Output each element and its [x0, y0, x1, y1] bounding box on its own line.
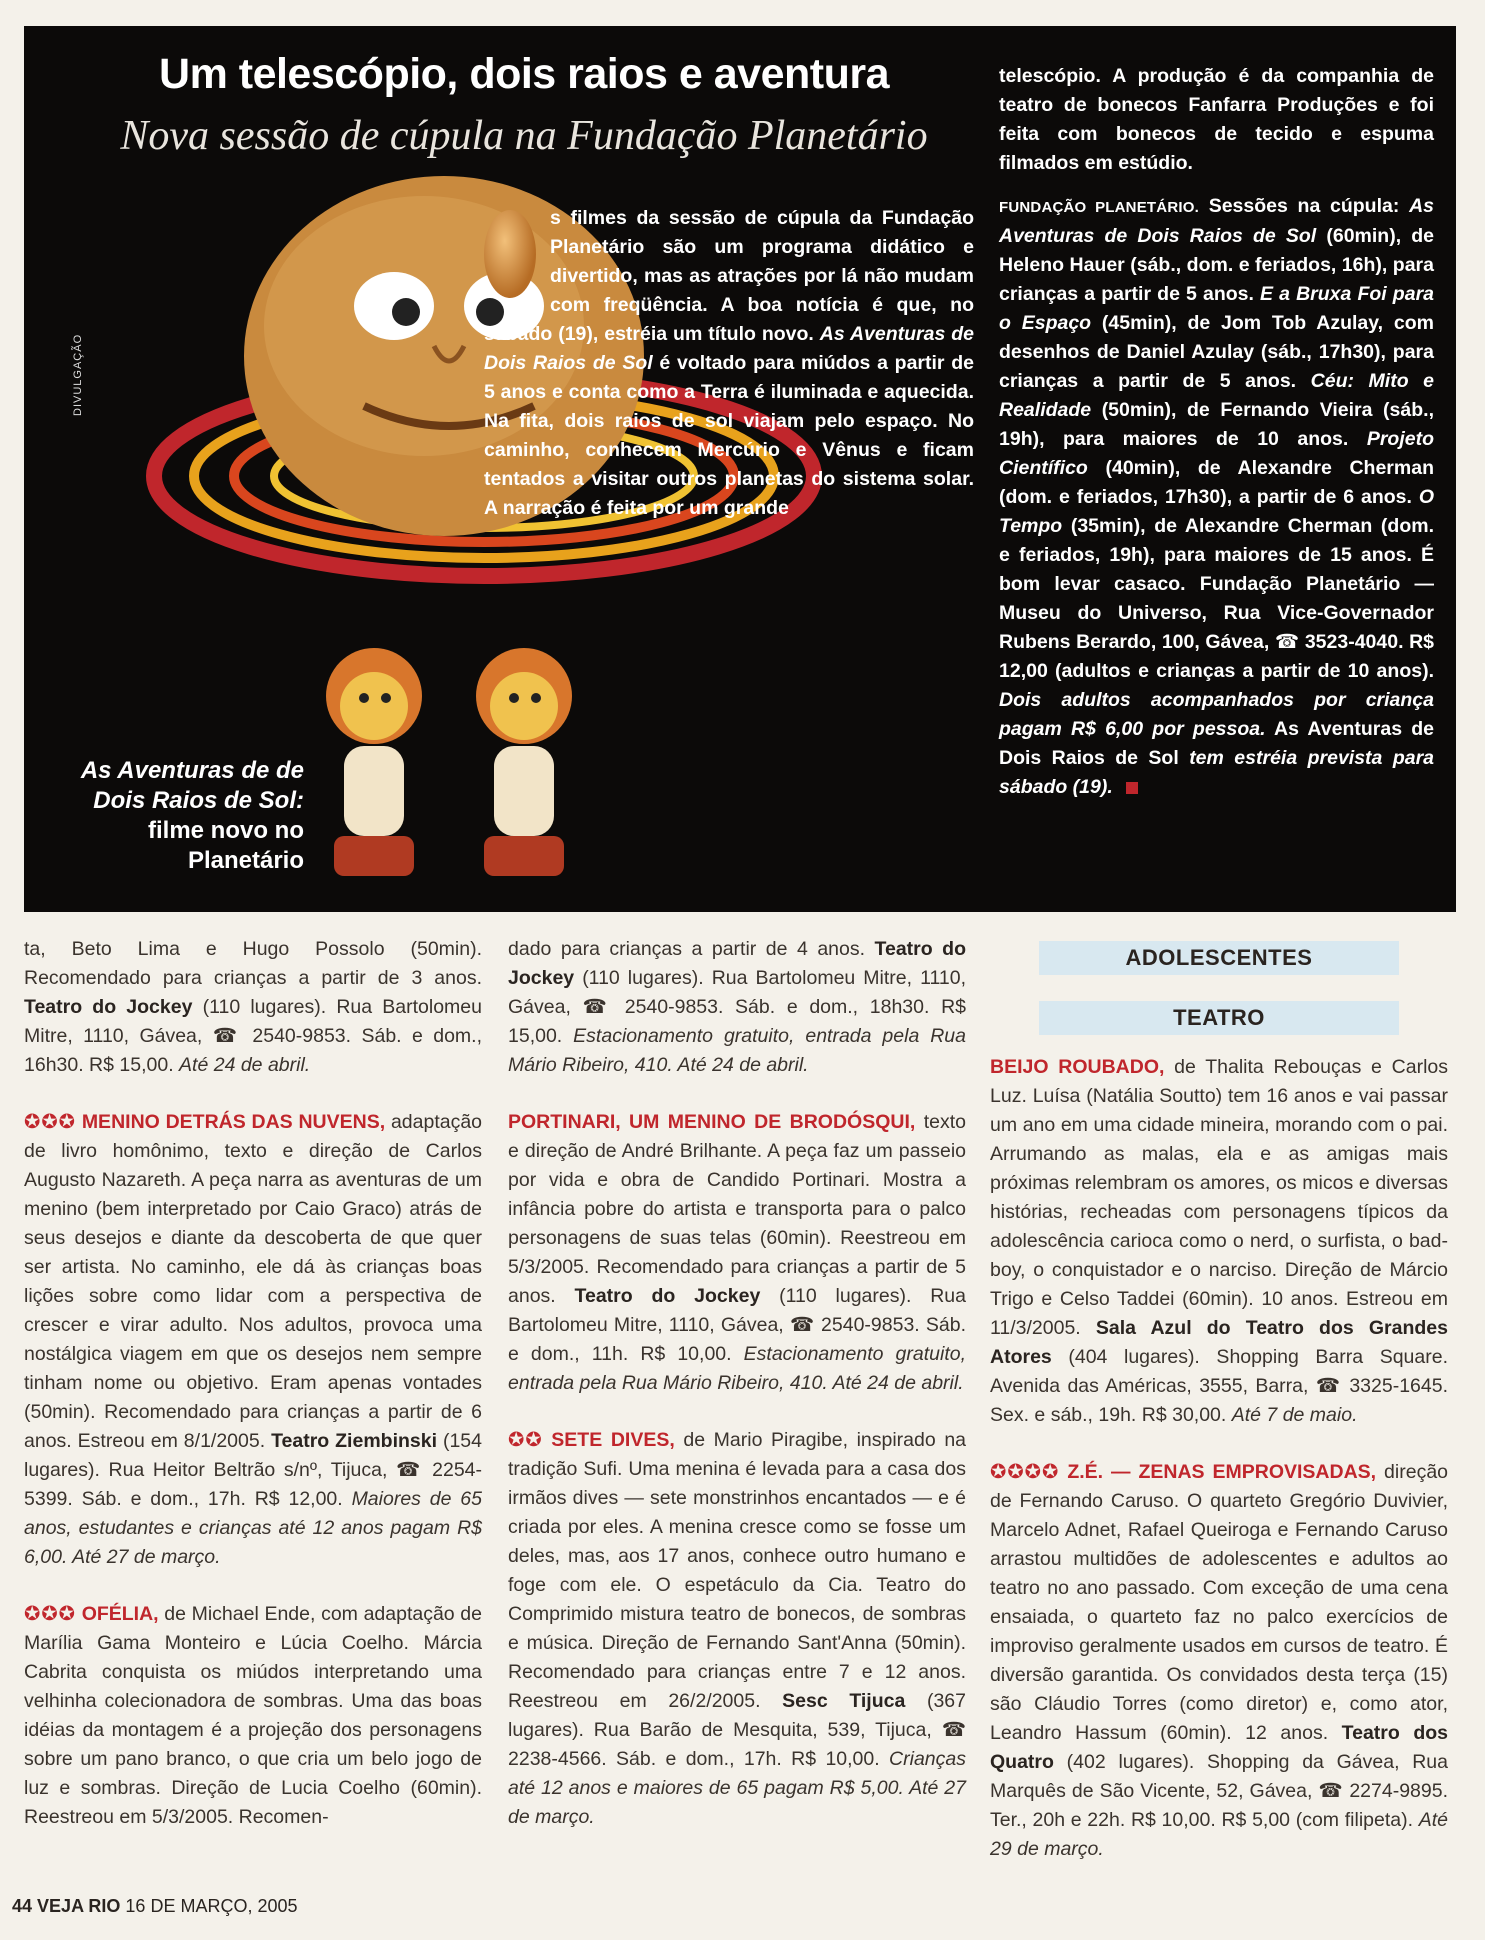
listing-entry [508, 1108, 966, 1398]
text: Céu: Mito e Realidade [999, 370, 1434, 421]
text: texto e direção de André Brilhante. A peça faz um passeio por vida e obra de Candido Portinari. Mostra a infância pobre do artista e transporta para o palco personagens de suas telas (60min). Reestreou em 5/3/2005. Recomendado para crianças a partir de 5 anos. [508, 1111, 966, 1307]
sidebar-listing [999, 192, 1434, 802]
text: Teatro do Jockey [508, 938, 967, 989]
rating-stars: ✪✪ [508, 1429, 543, 1451]
text: direção de Fernando Caruso. O quarteto Gregório Duvivier, Marcelo Adnet, Rafael Queiroga e Fernando Caruso arrastou multidões de adolescentes e adultos ao teatro no ano passado. Com exceção de uma cena ensaiada, o quarteto faz no palco exercícios de improviso geralmente usados em cursos de teatro. É diversão garantida. Os convidados desta terça (15) são Cláudio Torres (como diretor) e, como ator, Leandro Hassum (60min). 12 anos. [990, 1461, 1449, 1744]
listing-title: SETE DIVES, [551, 1429, 675, 1451]
text: (50min), de Fernando Vieira (sáb., 19h), para maiores de 10 anos. [999, 399, 1434, 450]
text: tem estréia prevista para sábado (19). [999, 747, 1435, 798]
story-paragraph-2: é voltado para miúdos a partir de 5 anos e conta como a Terra é iluminada e aquecida. Na fita, dois raios de sol viajam pelo espaço. No caminho, conhecem Mercúrio e Vênus e ficam tentados a visitar outros planetas do sistema solar. A narração é feita por um grande [484, 352, 975, 519]
feature-box [24, 26, 1456, 912]
listing-entry [508, 1426, 966, 1832]
text: (110 lugares). Rua Bartolomeu Mitre, 1110, Gávea, ☎ 2540-9853. Sáb. e dom., 16h30. R$ 15,00. [24, 996, 482, 1076]
drop-cap [484, 210, 536, 298]
text: (110 lugares). Rua Bartolomeu Mitre, 1110, Gávea, ☎ 2540-9853. Sáb. e dom., 11h. R$ 10,00. [508, 1285, 966, 1365]
rating-stars: ✪✪✪ [24, 1603, 77, 1625]
text: Até 29 de março. [990, 1809, 1449, 1860]
puppet-dolls-image [294, 636, 614, 906]
rating-stars: ✪✪✪✪ [990, 1461, 1060, 1483]
caption-title: As Aventuras de de Dois Raios de Sol: [80, 757, 304, 814]
photo-credit: DIVULGAÇÃO [72, 333, 84, 416]
text: Até 7 de maio. [1231, 1404, 1358, 1426]
text: Projeto Científico [999, 428, 1434, 479]
page-footer [12, 1896, 298, 1917]
text: Teatro dos Quatro [990, 1722, 1448, 1773]
text: (154 lugares). Rua Heitor Beltrão s/nº, Tijuca, ☎ 2254-5399. Sáb. e dom., 17h. R$ 12,00. [24, 1430, 482, 1510]
text: Rua Vice-Governador Rubens Berardo, 100, Gávea, ☎ 3523-4040. R$ 12,00 (adultos e crianças a partir de 10 anos). [999, 602, 1434, 682]
text: E a Bruxa Foi para o Espaço [999, 283, 1434, 334]
story-paragraph-1: s filmes da sessão de cúpula da Fundação Planetário são um programa didático e divertido, mas as atrações por lá não mudam com freqüência. A boa notícia é que, no sábado (19), estréia um título novo. [484, 207, 974, 345]
section-heading-teatro: TEATRO [1039, 1001, 1399, 1035]
text: Teatro do Jockey [24, 996, 193, 1018]
listing-entry [24, 935, 482, 1080]
listing-title: MENINO DETRÁS DAS NUVENS, [81, 1111, 386, 1133]
text: Dois adultos acompanhados por criança pagam R$ 6,00 por pessoa. [999, 689, 1434, 740]
image-caption [64, 756, 304, 876]
listing-title: BEIJO ROUBADO, [990, 1056, 1165, 1078]
subhead: Nova sessão de cúpula na Fundação Planetário [120, 113, 928, 159]
listing-title: Z.É. — ZENAS EMPROVISADAS, [1067, 1461, 1377, 1483]
text: de Thalita Rebouças e Carlos Luz. Luísa (Natália Soutto) tem 16 anos e vai passar um ano em uma cidade mineira, morando com o pai. Arrumando as malas, ela e as amigas mais próximas relembram os amores, os micos e diversas histórias, recheadas com personagens típicos da adolescência carioca como o nerd, o surfista, o bad-boy, o conquistador e o narciso. Direção de Márcio Trigo e Celso Taddei (60min). 10 anos. Estreou em 11/3/2005. [990, 1056, 1448, 1339]
text: de Michael Ende, com adaptação de Marília Gama Monteiro e Lúcia Coelho. Márcia Cabrita conquista os miúdos interpretando uma velhinha colecionadora de sombras. Uma das boas idéias da montagem é a projeção dos personagens sobre um pano branco, o que cria um belo jogo de luz e sombras. Direção de Lucia Coelho (60min). Reestreou em 5/3/2005. Recomen- [24, 1603, 482, 1828]
listing-entry [24, 1600, 482, 1832]
story-film-title: As Aventuras de Dois Raios de Sol [484, 323, 975, 374]
text: Sala Azul do Teatro dos Grandes Atores [990, 1317, 1448, 1368]
feature-story [484, 204, 974, 523]
text: Teatro Ziembinski [271, 1430, 438, 1452]
text: Crianças até 12 anos e maiores de 65 pagam R$ 5,00. Até 27 de março. [508, 1748, 966, 1828]
text: de Mario Piragibe, inspirado na tradição Sufi. Uma menina é levada para a casa dos irmãos dives — sete monstrinhos encantados — e é criada por eles. A menina cresce como se fosse um deles, mas, aos 17 anos, conhece outro humano e foge com ele. O espetáculo da Cia. Teatro do Comprimido mistura teatro de bonecos, de sombras e música. Direção de Fernando Sant'Anna (50min). Recomendado para crianças entre 7 e 12 anos. Reestreou em 26/2/2005. [508, 1429, 967, 1712]
page-number: 44 [12, 1896, 33, 1916]
column-1 [24, 935, 482, 1860]
text: (367 lugares). Rua Barão de Mesquita, 539, Tijuca, ☎ 2238-4566. Sáb. e dom., 17h. R$ 10,00. [508, 1690, 966, 1770]
issue-date: 16 DE MARÇO, 2005 [125, 1896, 298, 1916]
text: (402 lugares). Shopping da Gávea, Rua Marquês de São Vicente, 52, Gávea, ☎ 2274-9895. Ter., 20h e 22h. R$ 10,00. R$ 5,00 (com filipeta). [990, 1751, 1448, 1831]
text: (110 lugares). Rua Bartolomeu Mitre, 1110, Gávea, ☎ 2540-9853. Sáb. e dom., 18h30. R$ 15,00. [508, 967, 966, 1047]
text: As Aventuras de Dois Raios de Sol [999, 195, 1435, 247]
text: Estacionamento gratuito, entrada pela Rua Mário Ribeiro, 410. Até 24 de abril. [508, 1025, 966, 1076]
text: Sessões na cúpula: [1208, 195, 1400, 217]
feature-sidebar [999, 62, 1434, 816]
sidebar-paragraph-1: telescópio. A produção é da companhia de teatro de bonecos Fanfarra Produções e foi feita com bonecos de tecido e espuma filmados em estúdio. [999, 65, 1434, 174]
listing-title: OFÉLIA, [81, 1603, 159, 1625]
text: Maiores de 65 anos, estudantes e crianças até 12 anos pagam R$ 6,00. Até 27 de março. [24, 1488, 482, 1568]
text: adaptação de livro homônimo, texto e direção de Carlos Augusto Nazareth. A peça narra as aventuras de um menino (bem interpretado por Caio Graco) atrás de seus desejos e diante da descoberta de que quer ser artista. No caminho, ele dá às crianças boas lições sobre como lidar com a perspectiva de crescer e virar adulto. Nos adultos, provoca uma nostálgica viagem em que os desejos nem sempre tinham nome ou objetivo. Eram apenas vontades (50min). Recomendado para crianças a partir de 6 anos. Estreou em 8/1/2005. [24, 1111, 483, 1452]
text: O Tempo [999, 486, 1434, 537]
caption-text: filme novo no Planetário [148, 817, 304, 874]
text: Até 24 de abril. [179, 1054, 311, 1076]
column-2 [508, 935, 966, 1860]
section-heading-adolescentes: ADOLESCENTES [1039, 941, 1399, 975]
listing-entry [990, 1458, 1448, 1864]
text: (404 lugares). Shopping Barra Square. Avenida das Américas, 3555, Barra, ☎ 3325-1645. Sex. e sáb., 19h. R$ 30,00. [990, 1346, 1448, 1426]
listing-entry [508, 935, 966, 1080]
text: (45min), de Jom Tob Azulay, com desenhos de Daniel Azulay (sáb., 17h30), para crianças a partir de 5 anos. [999, 312, 1434, 392]
text: Teatro do Jockey [574, 1285, 761, 1307]
column-3 [990, 935, 1448, 1892]
text: (35min), de Alexandre Cherman (dom. e feriados, 19h), para maiores de 15 anos. É bom levar casaco. [999, 515, 1434, 595]
text: Sesc Tijuca [782, 1690, 906, 1712]
text: (40min), de Alexandre Cherman (dom. e feriados, 17h30), a partir de 6 anos. [999, 457, 1434, 508]
text: ta, Beto Lima e Hugo Possolo (50min). Recomendado para crianças a partir de 3 anos. [24, 938, 482, 989]
rating-stars: ✪✪✪ [24, 1111, 77, 1133]
listing-entry [24, 1108, 482, 1572]
text: (60min), de Heleno Hauer (sáb., dom. e feriados, 16h), para crianças a partir de 5 anos. [999, 225, 1435, 305]
text: dado para crianças a partir de 4 anos. [508, 938, 866, 960]
headline: Um telescópio, dois raios e aventura [159, 50, 889, 98]
magazine-name: VEJA RIO [37, 1896, 121, 1916]
end-mark [1126, 782, 1138, 794]
listing-title: PORTINARI, UM MENINO DE BRODÓSQUI, [508, 1111, 916, 1133]
text: Estacionamento gratuito, entrada pela Rua Mário Ribeiro, 410. Até 24 de abril. [508, 1343, 967, 1394]
listing-entry [990, 1053, 1448, 1430]
text: Fundação Planetário — Museu do Universo, [999, 573, 1434, 624]
listing-label: FUNDAÇÃO PLANETÁRIO. [999, 199, 1199, 216]
text: As Aventuras de Dois Raios de Sol [999, 718, 1434, 769]
